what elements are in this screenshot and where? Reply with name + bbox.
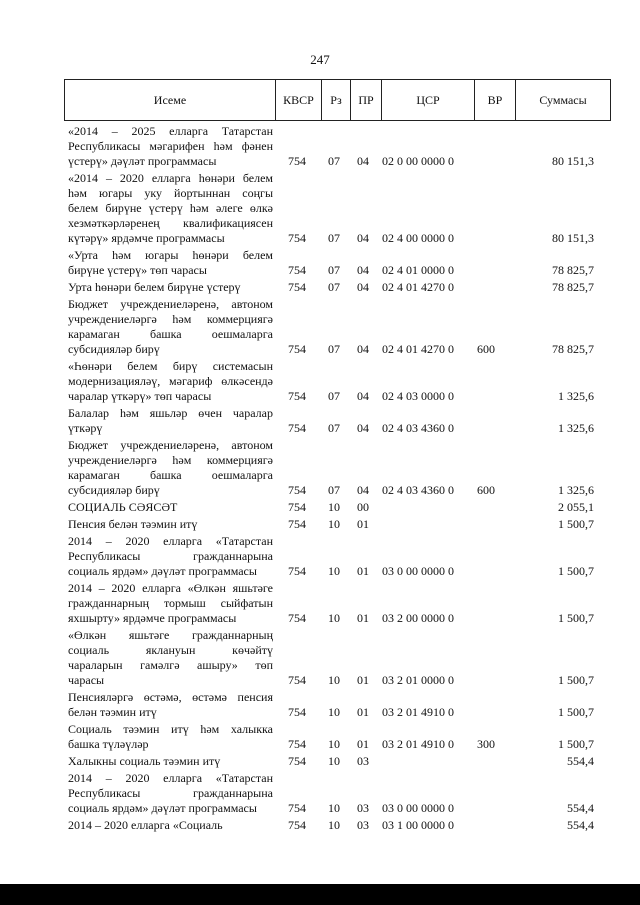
cell-kvsr: 754 [288,564,306,578]
row-name [68,534,273,579]
cell-sum: 1 500,7 [558,673,594,687]
cell-vr: 600 [477,342,495,356]
cell-rz: 10 [328,801,340,815]
row-name [68,690,273,720]
cell-kvsr: 754 [288,280,306,294]
cell-pr: 04 [357,421,369,435]
cell-sum: 1 325,6 [558,483,594,497]
cell-kvsr: 754 [288,231,306,245]
cell-kvsr: 754 [288,500,306,514]
cell-rz: 10 [328,673,340,687]
row-name [68,406,273,436]
row-name [68,581,273,626]
row-name-line: чараларын гамәлгә ашыру» төп [68,658,273,672]
row-name-line: «2014 – 2020 елларга һөнәри белем [68,171,273,185]
table-row [0,438,640,498]
row-name [68,280,273,295]
cell-rz: 07 [328,342,340,356]
table-row [0,534,640,579]
cell-pr: 04 [357,280,369,294]
cell-vr: 300 [477,737,495,751]
cell-csr: 02 4 01 0000 0 [382,263,454,277]
cell-rz: 07 [328,231,340,245]
cell-rz: 07 [328,280,340,294]
row-name-line: субсидияләр бирү [68,342,160,356]
cell-csr: 02 4 00 0000 0 [382,231,454,245]
cell-rz: 10 [328,611,340,625]
row-name [68,754,273,769]
cell-pr: 00 [357,500,369,514]
row-name [68,818,273,833]
row-name-line: учреждениеләргә һәм коммерциягә [68,453,273,467]
row-name-line: белән тәэмин итү [68,705,157,719]
row-name-line: Бюджет учреждениеләренә, автоном [68,297,273,311]
cell-pr: 01 [357,564,369,578]
cell-csr: 03 2 00 0000 0 [382,611,454,625]
row-name-line: һәм югары уку йортыннан соңгы [68,186,273,200]
scan-edge-bar [0,884,640,905]
cell-kvsr: 754 [288,754,306,768]
row-name-line: Социаль тәэмин итү һәм халыкка [68,722,273,736]
row-name-line: Пенсия белән тәэмин итү [68,517,198,531]
cell-csr: 02 4 03 4360 0 [382,483,454,497]
row-name [68,248,273,278]
cell-kvsr: 754 [288,705,306,719]
row-name-line: чаралар үткәрү» төп чарасы [68,389,212,403]
cell-rz: 10 [328,564,340,578]
cell-pr: 04 [357,342,369,356]
cell-rz: 07 [328,483,340,497]
cell-kvsr: 754 [288,611,306,625]
table-row [0,818,640,833]
header-sum: Суммасы [516,80,611,121]
row-name-line: Бюджет учреждениеләренә, автоном [68,438,273,452]
row-name-line: «Урта һәм югары һөнәри белем [68,248,273,262]
cell-sum: 80 151,3 [552,154,594,168]
cell-sum: 554,4 [567,818,594,832]
row-name-line: башка түләүләр [68,737,149,751]
row-name-line: гражданнарның тормыш сыйфатын [68,596,273,610]
row-name-line: Балалар һәм яшьләр өчен чаралар [68,406,273,420]
table-row [0,690,640,720]
row-name-line: Халыкны социаль тәэмин итү [68,754,221,768]
row-name-line: бирүне үстерү» төп чарасы [68,263,207,277]
cell-rz: 07 [328,263,340,277]
cell-vr: 600 [477,483,495,497]
cell-pr: 03 [357,754,369,768]
cell-pr: 04 [357,389,369,403]
cell-sum: 1 500,7 [558,737,594,751]
cell-kvsr: 754 [288,421,306,435]
cell-csr: 03 1 00 0000 0 [382,818,454,832]
cell-rz: 10 [328,500,340,514]
table-row [0,280,640,295]
row-name-line: учреждениеләргә һәм коммерциягә [68,312,273,326]
cell-sum: 1 500,7 [558,611,594,625]
cell-csr: 03 2 01 4910 0 [382,737,454,751]
cell-kvsr: 754 [288,263,306,277]
cell-kvsr: 754 [288,389,306,403]
row-name-line: үстерү» дәүләт программасы [68,154,217,168]
cell-csr: 02 4 01 4270 0 [382,280,454,294]
row-name-line: Пенсияләргә өстәмә, өстәмә пенсия [68,690,273,704]
cell-pr: 01 [357,737,369,751]
row-name [68,517,273,532]
header-csr: ЦСР [382,80,475,121]
cell-pr: 01 [357,673,369,687]
table-row [0,500,640,515]
cell-csr: 03 0 00 0000 0 [382,801,454,815]
cell-pr: 01 [357,705,369,719]
row-name [68,722,273,752]
table-row [0,517,640,532]
row-name-line: белем бирүне үстерү һәм әлеге өлкә [68,201,273,215]
cell-pr: 04 [357,154,369,168]
cell-csr: 03 2 01 0000 0 [382,673,454,687]
row-name-line: Республикасы гражданнарына [68,549,273,563]
cell-pr: 04 [357,263,369,277]
cell-sum: 2 055,1 [558,500,594,514]
cell-sum: 1 500,7 [558,705,594,719]
cell-kvsr: 754 [288,818,306,832]
row-name [68,500,273,515]
cell-csr: 02 0 00 0000 0 [382,154,454,168]
cell-sum: 554,4 [567,754,594,768]
cell-kvsr: 754 [288,673,306,687]
row-name-line: чарасы [68,673,105,687]
cell-rz: 10 [328,818,340,832]
page-number: 247 [310,52,330,67]
row-name [68,297,273,357]
row-name-line: хезмәткәрләренең квалификациясен [68,216,273,230]
row-name-line: социаль ярдәм» дәүләт программасы [68,801,257,815]
cell-pr: 01 [357,517,369,531]
row-name-line: карамаган башка оешмаларга [68,468,273,482]
row-name-line: субсидияләр бирү [68,483,160,497]
row-name-line: «Һөнәри белем бирү системасын [68,359,273,373]
table-row [0,171,640,246]
table-header [64,79,611,121]
cell-sum: 1 500,7 [558,564,594,578]
row-name-line: Республикасы мәгарифен һәм фәнен [68,139,273,153]
row-name-line: Урта һөнәри белем бирүне үстерү [68,280,241,294]
header-pr: ПР [351,80,382,121]
cell-sum: 554,4 [567,801,594,815]
cell-csr: 02 4 03 4360 0 [382,421,454,435]
table-row [0,248,640,278]
row-name-line: социаль яклануын көчәйтү [68,643,273,657]
cell-rz: 10 [328,517,340,531]
cell-pr: 04 [357,231,369,245]
row-name [68,171,273,246]
row-name-line: 2014 – 2020 елларга «Өлкән яшьтәге [68,581,273,595]
row-name [68,124,273,169]
row-name-line: СОЦИАЛЬ СӘЯСӘТ [68,500,178,514]
row-name [68,771,273,816]
header-rz: Рз [322,80,351,121]
table-row [0,628,640,688]
cell-csr: 03 2 01 4910 0 [382,705,454,719]
table-row [0,359,640,404]
row-name-line: «Өлкән яшьтәге гражданнарның [68,628,273,642]
table-row [0,406,640,436]
row-name-line: «2014 – 2025 елларга Татарстан [68,124,273,138]
row-name-line: яхшырту» ярдәмче программасы [68,611,237,625]
cell-pr: 04 [357,483,369,497]
header-vr: ВР [475,80,516,121]
cell-csr: 03 0 00 0000 0 [382,564,454,578]
row-name-line: үткәрү [68,421,103,435]
row-name-line: Республикасы гражданнарына [68,786,273,800]
row-name-line: 2014 – 2020 елларга «Татарстан [68,771,273,785]
cell-sum: 78 825,7 [552,342,594,356]
cell-kvsr: 754 [288,737,306,751]
cell-sum: 1 325,6 [558,421,594,435]
cell-rz: 07 [328,154,340,168]
cell-sum: 78 825,7 [552,280,594,294]
cell-rz: 10 [328,754,340,768]
cell-rz: 07 [328,389,340,403]
table-row [0,754,640,769]
cell-pr: 03 [357,801,369,815]
cell-rz: 07 [328,421,340,435]
cell-kvsr: 754 [288,154,306,168]
table-row [0,722,640,752]
cell-csr: 02 4 03 0000 0 [382,389,454,403]
cell-rz: 10 [328,705,340,719]
cell-pr: 01 [357,611,369,625]
row-name-line: 2014 – 2020 елларга «Татарстан [68,534,273,548]
row-name-line: күтәрү» ярдәмче программасы [68,231,225,245]
cell-kvsr: 754 [288,483,306,497]
table-row [0,581,640,626]
row-name-line: социаль ярдәм» дәүләт программасы [68,564,257,578]
row-name-line: 2014 – 2020 елларга «Социаль [68,818,223,832]
cell-rz: 10 [328,737,340,751]
table-row [0,771,640,816]
cell-sum: 1 500,7 [558,517,594,531]
cell-sum: 78 825,7 [552,263,594,277]
cell-sum: 1 325,6 [558,389,594,403]
table-row [0,124,640,169]
cell-kvsr: 754 [288,517,306,531]
table-row [0,297,640,357]
row-name [68,438,273,498]
cell-kvsr: 754 [288,801,306,815]
row-name-line: карамаган башка оешмаларга [68,327,273,341]
cell-csr: 02 4 01 4270 0 [382,342,454,356]
header-kvsr: КВСР [276,80,322,121]
cell-sum: 80 151,3 [552,231,594,245]
cell-pr: 03 [357,818,369,832]
row-name [68,628,273,688]
header-name: Исеме [65,80,276,121]
row-name-line: модернизацияләү, мәгариф өлкәсендә [68,374,273,388]
row-name [68,359,273,404]
cell-kvsr: 754 [288,342,306,356]
